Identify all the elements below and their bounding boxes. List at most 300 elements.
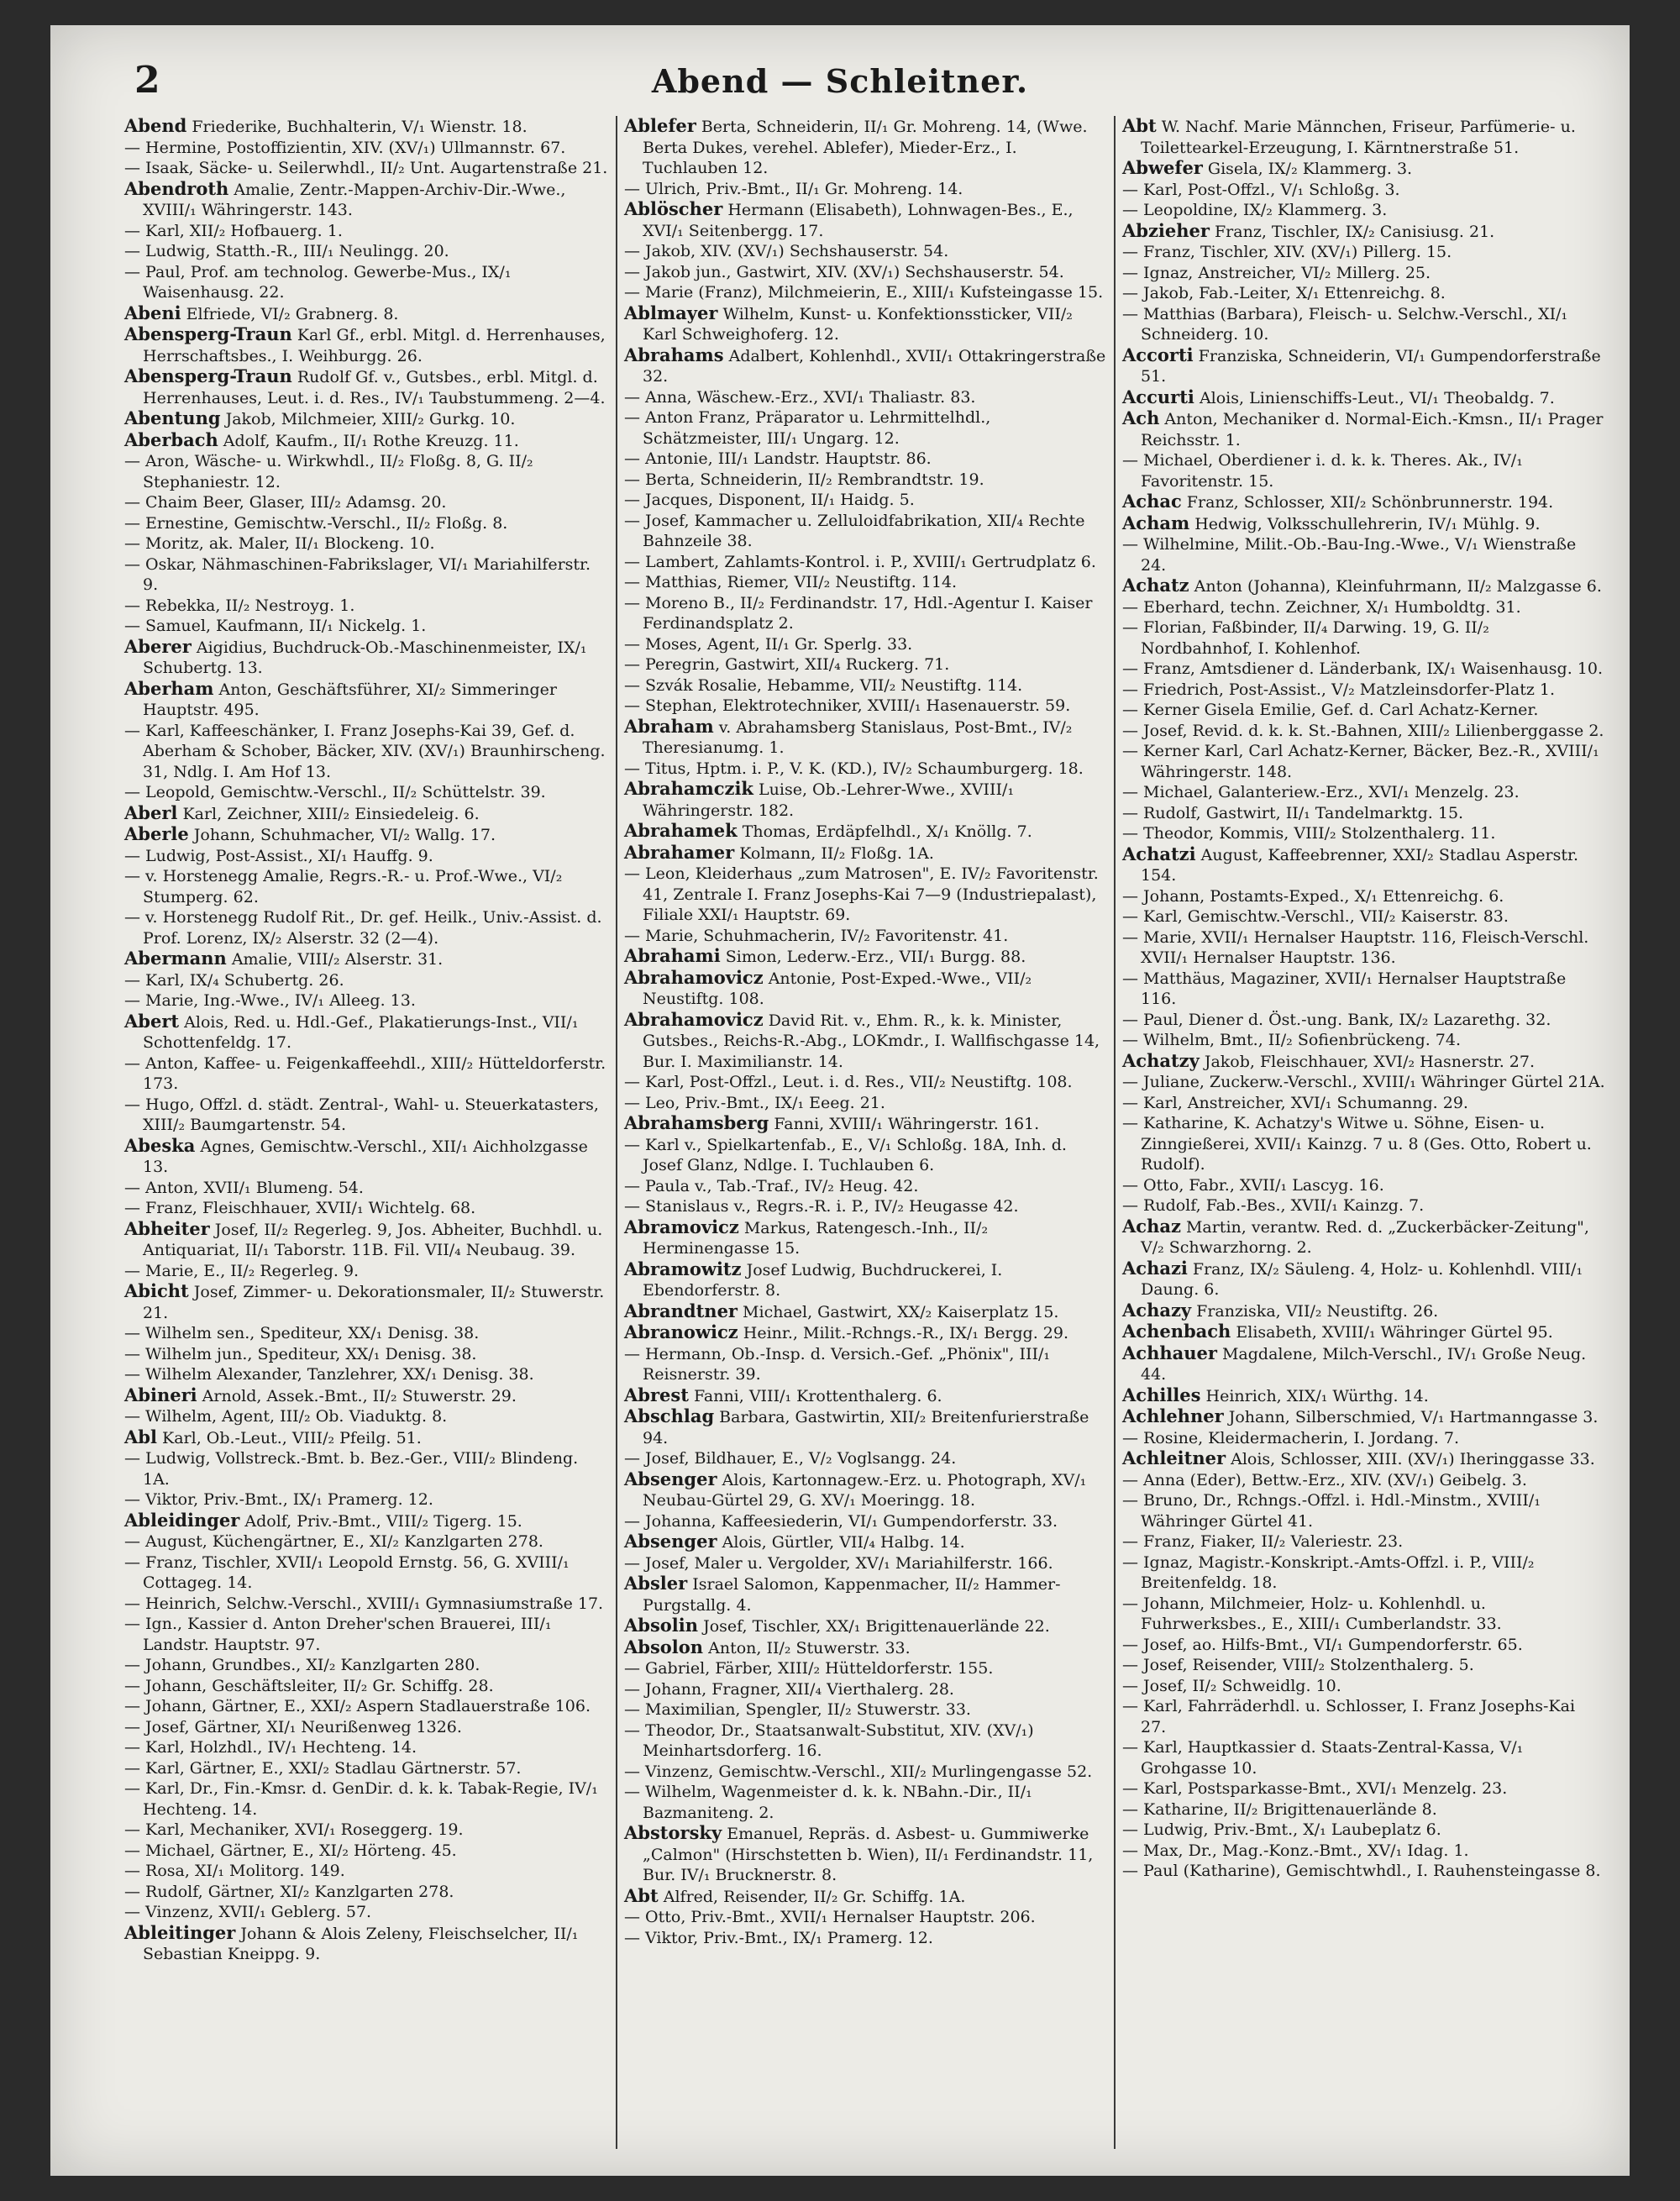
entry-text: Anton (Johanna), Kleinfuhrmann, II/₂ Malzgasse 6. <box>1194 577 1602 596</box>
entry-surname: Ableitinger <box>124 1921 236 1943</box>
directory-entry <box>624 759 1107 780</box>
entry-text: — Matthias (Barbara), Fleisch- u. Selchw.-Verschl., XI/₁ Schneiderg. 10. <box>1122 304 1568 344</box>
directory-entry <box>1122 1778 1605 1799</box>
entry-text: — Oskar, Nähmaschinen-Fabrikslager, VI/₁ Mariahilferstr. 9. <box>124 554 591 594</box>
entry-text: — Karl, Post-Offzl., Leut. i. d. Res., VII/₂ Neustiftg. 108. <box>624 1073 1073 1091</box>
directory-entry <box>624 282 1107 303</box>
entry-text: — Lambert, Zahlamts-Kontrol. i. P., XVIII/₁ Gertrudplatz 6. <box>624 552 1096 571</box>
directory-entry <box>124 846 609 867</box>
entry-text: — Karl, IX/₄ Schubertg. 26. <box>124 970 344 990</box>
directory-entry <box>1122 534 1605 575</box>
entry-text: — Marie, XVII/₁ Hernalser Hauptstr. 116, Fleisch-Verschl. XVII/₁ Hernalser Hauptstr. 136. <box>1122 927 1589 967</box>
entry-text: — Karl, Anstreicher, XVI/₁ Schumanng. 29. <box>1122 1093 1468 1112</box>
entry-text: Heinrich, XIX/₁ Würthg. 14. <box>1205 1386 1429 1405</box>
entry-surname: Abineri <box>124 1384 197 1405</box>
directory-entry <box>624 1823 1107 1886</box>
directory-entry <box>124 782 609 803</box>
entry-surname: Ach <box>1122 407 1160 428</box>
directory-entry <box>1122 1258 1605 1300</box>
directory-entry <box>124 303 609 325</box>
entry-text: Johann & Alois Zeleny, Fleischselcher, II/₁ Sebastian Kneippg. 9. <box>143 1924 579 1963</box>
directory-entry <box>124 366 609 408</box>
entry-text: Thomas, Erdäpfelhdl., X/₁ Knöllg. 7. <box>742 822 1032 841</box>
entry-text: Martin, verantw. Red. d. „Zuckerbäcker-Zeitung", V/₂ Schwarzhorng. 2. <box>1141 1217 1589 1257</box>
entry-surname: Ableidinger <box>124 1509 240 1531</box>
entry-text: — Josef, Gärtner, XI/₁ Neurißenweg 1326. <box>124 1717 462 1736</box>
entry-text: — Wilhelm, Wagenmeister d. k. k. NBahn.-Dir., II/₁ Bazmaniteng. 2. <box>624 1783 1032 1822</box>
entry-text: — Wilhelm Alexander, Tanzlehrer, XX/₁ Denisg. 38. <box>124 1365 534 1384</box>
directory-entry <box>624 968 1107 1010</box>
directory-entry <box>124 1510 609 1532</box>
directory-entry <box>624 179 1107 200</box>
directory-entry <box>124 616 609 637</box>
running-title: Abend — Schleitner. <box>651 62 1029 100</box>
directory-entry <box>624 1406 1107 1448</box>
entry-surname: Abzieher <box>1122 219 1210 241</box>
directory-entry <box>1122 1051 1605 1073</box>
directory-entry <box>1122 1428 1605 1449</box>
entry-text: Josef, Tischler, XX/₁ Brigittenauerlände 22. <box>703 1617 1050 1636</box>
directory-entry <box>1122 700 1605 721</box>
directory-entry <box>124 554 609 596</box>
entry-text: — Jacques, Disponent, II/₁ Haidg. 5. <box>624 491 915 509</box>
directory-entry <box>624 1637 1107 1659</box>
entry-text: — Anna, Wäschew.-Erz., XVI/₁ Thaliastr. 83. <box>624 387 976 407</box>
entry-text: — v. Horstenegg Amalie, Regrs.-R.- u. Prof.-Wwe., VI/₂ Stumperg. 62. <box>124 867 563 906</box>
directory-entry <box>1122 1343 1605 1385</box>
entry-text: Heinr., Milit.-Rchngs.-R., IX/₁ Bergg. 29. <box>743 1324 1068 1342</box>
entry-text: — August, Küchengärtner, E., XI/₂ Kanzlgarten 278. <box>124 1532 543 1551</box>
directory-entry <box>1122 1321 1605 1343</box>
entry-text: — Ludwig, Priv.-Bmt., X/₁ Laubeplatz 6. <box>1122 1820 1441 1839</box>
entry-text: — Stanislaus v., Regrs.-R. i. P., IV/₂ Heugasse 42. <box>624 1197 1019 1216</box>
entry-surname: Abstorsky <box>624 1822 722 1843</box>
entry-text: — Franz, Tischler, XVII/₁ Leopold Ernstg. 56, G. XVIII/₁ Cottageg. 14. <box>124 1552 570 1592</box>
directory-entry <box>624 1322 1107 1344</box>
directory-entry <box>1122 491 1605 513</box>
directory-entry <box>124 1344 609 1365</box>
entry-surname: Abensperg-Traun <box>124 323 292 344</box>
entry-text: — Bruno, Dr., Rchngs.-Offzl. i. Hdl.-Minstm., XVIII/₁ Währinger Gürtel 41. <box>1122 1491 1541 1531</box>
entry-text: — Wilhelm jun., Spediteur, XX/₁ Denisg. 38. <box>124 1344 477 1363</box>
entry-text: — Franz, Fiaker, II/₂ Valeriestr. 23. <box>1122 1532 1404 1551</box>
entry-surname: Abranowicz <box>624 1321 738 1342</box>
directory-entry <box>1122 927 1605 969</box>
entry-text: Emanuel, Repräs. d. Asbest- u. Gummiwerke „Calmon" (Hirschstetten b. Wien), II/₁ Ferdinandstr. 11, Bur. IV/₁ Brucknerstr. 8. <box>643 1825 1094 1884</box>
directory-entry <box>1122 1676 1605 1697</box>
entry-text: — Rebekka, II/₂ Nestroyg. 1. <box>124 596 355 615</box>
entry-surname: Achatz <box>1122 575 1189 596</box>
entry-text: Josef, Zimmer- u. Dekorationsmaler, II/₂ Stuwerstr. 21. <box>143 1283 605 1322</box>
directory-entry <box>1122 1737 1605 1778</box>
directory-entry <box>1122 597 1605 618</box>
entry-text: — Samuel, Kaufmann, II/₁ Nickelg. 1. <box>124 617 427 635</box>
directory-entry <box>1122 906 1605 927</box>
entry-text: — Ulrich, Priv.-Bmt., II/₁ Gr. Mohreng. 14. <box>624 179 963 198</box>
directory-entry <box>624 1135 1107 1176</box>
directory-entry <box>624 572 1107 593</box>
directory-entry <box>1122 617 1605 659</box>
entry-text: — Paul, Diener d. Öst.-ung. Bank, IX/₂ Lazarethg. 32. <box>1122 1010 1551 1029</box>
entry-text: — Hugo, Offzl. d. städt. Zentral-, Wahl- u. Steuerkatasters, XIII/₂ Baumgartenstr. 54. <box>124 1095 599 1134</box>
entry-text: — Kerner Karl, Carl Achatz-Kerner, Bäcker, Bez.-R., XVIII/₁ Währingerstr. 148. <box>1122 742 1599 781</box>
entry-text: — Anton Franz, Präparator u. Lehrmittelhdl., Schätzmeister, III/₁ Ungarg. 12. <box>624 408 991 448</box>
entry-surname: Abrahamek <box>624 820 738 841</box>
entry-text: — Jakob, Fab.-Leiter, X/₁ Ettenreichg. 8. <box>1122 284 1446 302</box>
directory-entry <box>1122 680 1605 701</box>
directory-entry <box>1122 1820 1605 1841</box>
directory-entry <box>624 1010 1107 1073</box>
directory-entry <box>1122 200 1605 221</box>
directory-entry <box>624 552 1107 573</box>
entry-text: — Vinzenz, XVII/₁ Geblerg. 57. <box>124 1903 372 1921</box>
directory-entry <box>1122 1195 1605 1216</box>
directory-entry <box>1122 1799 1605 1820</box>
directory-entry <box>1122 1490 1605 1531</box>
entry-text: — Berta, Schneiderin, II/₂ Rembrandtstr. 19. <box>624 470 984 489</box>
directory-entry <box>624 926 1107 947</box>
entry-text: — Aron, Wäsche- u. Wirkwhdl., II/₂ Floßg. 8, G. II/₂ Stephaniestr. 12. <box>124 452 533 491</box>
entry-surname: Achhauer <box>1122 1342 1217 1363</box>
directory-entry <box>624 345 1107 387</box>
directory-entry <box>624 1553 1107 1574</box>
directory-entry <box>124 1552 609 1594</box>
directory-entry <box>1122 1531 1605 1552</box>
entry-text: Barbara, Gastwirtin, XII/₂ Breitenfurierstraße 94. <box>643 1408 1089 1447</box>
entry-text: — Gabriel, Färber, XIII/₂ Hütteldorferstr. 155. <box>624 1659 994 1678</box>
directory-entry <box>124 1820 609 1841</box>
directory-entry <box>124 1448 609 1489</box>
entry-text: Agnes, Gemischtw.-Verschl., XII/₁ Aichholzgasse 13. <box>143 1137 588 1176</box>
entry-text: — Vinzenz, Gemischtw.-Verschl., XII/₂ Murlingengasse 52. <box>624 1762 1093 1781</box>
directory-entry <box>124 138 609 159</box>
entry-surname: Abentung <box>124 407 221 428</box>
directory-entry <box>624 593 1107 634</box>
entry-text: — Marie, Schuhmacherin, IV/₂ Favoritenstr. 41. <box>624 926 1009 945</box>
directory-entry <box>1122 1861 1605 1882</box>
directory-entry <box>124 1489 609 1510</box>
entry-text: Gisela, IX/₂ Klammerg. 3. <box>1207 160 1413 178</box>
entry-surname: Absenger <box>624 1468 717 1489</box>
directory-entry <box>124 596 609 617</box>
entry-surname: Abrahamczik <box>624 778 753 799</box>
entry-text: — Karl, Postsparkasse-Bmt., XVI/₁ Menzelg. 23. <box>1122 1779 1508 1798</box>
entry-text: — Karl, Post-Offzl., V/₁ Schloßg. 3. <box>1122 180 1400 199</box>
entry-surname: Achazi <box>1122 1257 1188 1279</box>
entry-surname: Abt <box>1122 116 1157 136</box>
directory-entry <box>124 679 609 721</box>
entry-text: — Wilhelmine, Milit.-Ob.-Bau-Ing.-Wwe., V/₁ Wienstraße 24. <box>1122 535 1577 575</box>
directory-entry <box>124 241 609 262</box>
directory-entry <box>1122 158 1605 180</box>
directory-entry <box>624 470 1107 491</box>
entry-surname: Aberham <box>124 677 214 699</box>
entry-text: — Anna (Eder), Bettw.-Erz., XIV. (XV/₁) Geibelg. 3. <box>1122 1470 1527 1489</box>
entry-text: — Karl, Holzhdl., IV/₁ Hechteng. 14. <box>124 1738 417 1757</box>
entry-text: — Juliane, Zuckerw.-Verschl., XVIII/₁ Währinger Gürtel 21A. <box>1122 1073 1605 1091</box>
directory-entry <box>624 1072 1107 1093</box>
entry-text: Adalbert, Kohlenhdl., XVII/₁ Ottakringerstraße 32. <box>643 346 1106 386</box>
directory-entry <box>624 1720 1107 1762</box>
directory-entry <box>624 946 1107 968</box>
directory-entry <box>624 843 1107 864</box>
entry-text: — Karl, Fahrräderhdl. u. Schlosser, I. Franz Josephs-Kai 27. <box>1122 1697 1576 1736</box>
directory-entry <box>624 303 1107 345</box>
entry-text: — Michael, Gärtner, E., XI/₂ Hörteng. 45. <box>124 1841 457 1860</box>
entry-surname: Aberl <box>124 801 178 823</box>
entry-text: Fanni, XVIII/₁ Währingerstr. 161. <box>774 1115 1040 1133</box>
directory-entry <box>624 1782 1107 1823</box>
directory-entry <box>624 1176 1107 1197</box>
entry-text: — Rosa, XI/₁ Molitorg. 149. <box>124 1862 345 1880</box>
directory-entry <box>124 1882 609 1903</box>
directory-entry <box>624 1928 1107 1949</box>
directory-entry <box>1122 1300 1605 1322</box>
entry-surname: Achlehner <box>1122 1405 1224 1426</box>
entry-text: Aigidius, Buchdruck-Ob.-Maschinenmeister, IX/₁ Schubertg. 13. <box>143 638 587 677</box>
directory-entry <box>1122 1635 1605 1656</box>
entry-text: — Theodor, Kommis, VIII/₂ Stolzenthalerg. 11. <box>1122 824 1496 843</box>
entry-text: — Michael, Oberdiener i. d. k. k. Theres. Ak., IV/₁ Favoritenstr. 15. <box>1122 451 1523 491</box>
entry-text: Jakob, Milchmeier, XIII/₂ Gurkg. 10. <box>225 410 516 428</box>
column-left <box>118 116 616 2149</box>
entry-text: Friederike, Buchhalterin, V/₁ Wienstr. 18. <box>192 118 528 136</box>
directory-entry <box>124 824 609 846</box>
entry-text: Elisabeth, XVIII/₁ Währinger Gürtel 95. <box>1236 1323 1553 1342</box>
entry-text: — Wilhelm, Bmt., II/₂ Sofienbrückeng. 74. <box>1122 1031 1462 1049</box>
entry-surname: Abl <box>124 1426 157 1447</box>
directory-entry <box>1122 803 1605 824</box>
directory-entry <box>624 821 1107 843</box>
entry-text: Franziska, VII/₂ Neustiftg. 26. <box>1196 1301 1439 1321</box>
entry-text: — Paul, Prof. am technolog. Gewerbe-Mus., IX/₁ Waisenhausg. 22. <box>124 262 512 302</box>
entry-surname: Absler <box>624 1573 688 1594</box>
entry-text: — Leopoldine, IX/₂ Klammerg. 3. <box>1122 201 1388 219</box>
directory-entry <box>124 1655 609 1676</box>
entry-text: — Eberhard, techn. Zeichner, X/₁ Humboldtg. 31. <box>1122 597 1521 617</box>
directory-entry <box>124 513 609 534</box>
entry-text: — Ludwig, Statth.-R., III/₁ Neulingg. 20. <box>124 242 449 260</box>
entry-surname: Ablmayer <box>624 302 718 323</box>
directory-entry <box>1122 844 1605 886</box>
directory-entry <box>1122 1448 1605 1470</box>
entry-text: Arnold, Assek.-Bmt., II/₂ Stuwerstr. 29. <box>202 1386 517 1405</box>
directory-entry <box>124 970 609 991</box>
directory-entry <box>624 1093 1107 1114</box>
entry-surname: Abwefer <box>1122 157 1203 178</box>
entry-text: — Johann, Geschäftsleiter, II/₂ Gr. Schiffg. 28. <box>124 1676 494 1695</box>
directory-entry <box>1122 408 1605 450</box>
directory-entry <box>624 1573 1107 1615</box>
directory-entry <box>124 1614 609 1655</box>
entry-text: — Anton, XVII/₁ Blumeng. 54. <box>124 1178 364 1197</box>
directory-entry <box>1122 180 1605 201</box>
directory-entry <box>1122 242 1605 263</box>
directory-entry <box>1122 1594 1605 1635</box>
directory-entry <box>624 1344 1107 1385</box>
entry-text: — Isaak, Säcke- u. Seilerwhdl., II/₂ Unt. Augartenstraße 21. <box>124 159 608 177</box>
entry-text: Jakob, Fleischhauer, XVI/₂ Hasnerstr. 27. <box>1204 1052 1536 1071</box>
entry-text: — Rudolf, Fab.-Bes., XVII/₁ Kainzg. 7. <box>1122 1196 1425 1215</box>
entry-text: — Titus, Hptm. i. P., V. K. (KD.), IV/₂ Schaumburgerg. 18. <box>624 759 1084 778</box>
entry-text: — Josef, Bildhauer, E., V/₂ Voglsangg. 24. <box>624 1449 957 1468</box>
entry-text: — Marie, Ing.-Wwe., IV/₁ Alleeg. 13. <box>124 991 416 1010</box>
entry-surname: Achac <box>1122 491 1182 512</box>
directory-entry <box>1122 387 1605 409</box>
directory-entry <box>624 1511 1107 1532</box>
entry-text: — Marie (Franz), Milchmeierin, E., XIII/₁ Kufsteingasse 15. <box>624 283 1104 302</box>
entry-text: — Ignaz, Anstreicher, VI/₂ Millerg. 25. <box>1122 263 1431 282</box>
entry-text: Franz, IX/₂ Säuleng. 4, Holz- u. Kohlenhdl. VIII/₁ Daung. 6. <box>1141 1259 1583 1299</box>
entry-surname: Achilles <box>1122 1384 1201 1405</box>
directory-entry <box>124 1095 609 1136</box>
directory-entry <box>1122 1072 1605 1093</box>
directory-entry <box>1122 1113 1605 1175</box>
entry-text: Alfred, Reisender, II/₂ Gr. Schiffg. 1A. <box>663 1887 966 1906</box>
directory-entry <box>624 199 1107 241</box>
entry-text: — Leopold, Gemischtw.-Verschl., II/₂ Schüttelstr. 39. <box>124 783 546 801</box>
entry-text: — Moreno B., II/₂ Ferdinandstr. 17, Hdl.-Agentur I. Kaiser Ferdinandsplatz 2. <box>624 593 1093 633</box>
directory-entry <box>624 1469 1107 1511</box>
entry-text: — Marie, E., II/₂ Regerleg. 9. <box>124 1261 360 1280</box>
entry-text: — Johanna, Kaffeesiederin, VI/₁ Gumpendorferstr. 33. <box>624 1511 1058 1531</box>
entry-text: Franziska, Schneiderin, VI/₁ Gumpendorferstraße 51. <box>1141 346 1601 386</box>
directory-entry <box>124 1861 609 1882</box>
directory-entry <box>1122 1010 1605 1031</box>
entry-text: Elfriede, VI/₂ Grabnerg. 8. <box>186 304 399 323</box>
entry-text: — Johann, Grundbes., XI/₂ Kanzlgarten 280. <box>124 1656 480 1674</box>
directory-entry <box>124 1902 609 1923</box>
entry-text: Amalie, VIII/₂ Alserstr. 31. <box>231 950 444 969</box>
directory-entry <box>1122 345 1605 387</box>
directory-entry <box>1122 659 1605 680</box>
entry-text: — Antonie, III/₁ Landstr. Hauptstr. 86. <box>624 449 932 468</box>
entry-text: Kolmann, II/₂ Floßg. 1A. <box>739 843 934 863</box>
entry-text: August, Kaffeebrenner, XXI/₂ Stadlau Asperstr. 154. <box>1141 845 1579 885</box>
directory-entry <box>124 1531 609 1552</box>
directory-entry <box>124 1427 609 1449</box>
entry-text: W. Nachf. Marie Männchen, Friseur, Parfümerie- u. Toilettearkel-Erzeugung, I. Kärntnerstraße 51. <box>1141 118 1576 157</box>
entry-text: — Ernestine, Gemischtw.-Verschl., II/₂ Floßg. 8. <box>124 513 508 533</box>
directory-entry <box>1122 1175 1605 1196</box>
entry-text: — Ignaz, Magistr.-Konskript.-Amts-Offzl. i. P., VIII/₂ Breitenfeldg. 18. <box>1122 1552 1535 1592</box>
directory-entry <box>1122 283 1605 304</box>
directory-entry <box>124 116 609 138</box>
entry-surname: Ablefer <box>624 116 696 136</box>
entry-text: — Karl, Gärtner, E., XXI/₂ Stadlau Gärtnerstr. 57. <box>124 1758 522 1778</box>
directory-entry <box>624 449 1107 470</box>
directory-entry <box>1122 1552 1605 1594</box>
directory-entry <box>624 490 1107 511</box>
directory-entry <box>124 990 609 1011</box>
entry-text: Anton, Geschäftsführer, XI/₂ Simmeringer Hauptstr. 495. <box>143 680 557 719</box>
entry-surname: Achenbach <box>1122 1321 1231 1342</box>
directory-entry <box>1122 1385 1605 1407</box>
entry-text: — Hermann, Ob.-Insp. d. Versich.-Gef. „Phönix", III/₁ Reisnerstr. 39. <box>624 1344 1051 1384</box>
directory-entry <box>1122 513 1605 535</box>
entry-surname: Accurti <box>1122 386 1194 407</box>
directory-entry <box>624 1196 1107 1217</box>
entry-text: — Wilhelm, Agent, III/₂ Ob. Viaduktg. 8. <box>124 1407 448 1426</box>
entry-surname: Abramowitz <box>624 1258 742 1279</box>
entry-text: Hedwig, Volksschullehrerin, IV/₁ Mühlg. 9. <box>1194 514 1541 533</box>
directory-entry <box>1122 1470 1605 1491</box>
directory-entry <box>124 1011 609 1053</box>
entry-surname: Achazy <box>1122 1299 1192 1321</box>
entry-text: — Maximilian, Spengler, II/₂ Stuwerstr. 33. <box>624 1700 971 1719</box>
directory-entry <box>124 1758 609 1779</box>
directory-entry <box>1122 1655 1605 1676</box>
entry-text: — Theodor, Dr., Staatsanwalt-Substitut, XIV. (XV/₁) Meinhartsdorferg. 16. <box>624 1720 1034 1760</box>
directory-entry <box>124 907 609 948</box>
directory-entry <box>624 1658 1107 1679</box>
directory-entry <box>124 948 609 970</box>
entry-surname: Aberbach <box>124 428 218 450</box>
directory-entry <box>124 1676 609 1697</box>
entry-text: Franz, Schlosser, XII/₂ Schönbrunnerstr. 194. <box>1186 493 1554 512</box>
entry-text: Karl, Zeichner, XIII/₂ Einsiedeleig. 6. <box>182 804 480 823</box>
directory-entry <box>624 1907 1107 1928</box>
entry-text: — Moses, Agent, II/₁ Gr. Sperlg. 33. <box>624 634 913 654</box>
directory-entry <box>124 262 609 303</box>
entry-text: Anton, Mechaniker d. Normal-Eich.-Kmsn., II/₁ Prager Reichsstr. 1. <box>1141 410 1604 449</box>
entry-text: — Kerner Gisela Emilie, Gef. d. Carl Achatz-Kerner. <box>1122 701 1539 719</box>
column-middle <box>616 116 1114 2149</box>
directory-entry <box>124 1385 609 1407</box>
entry-surname: Abrahamer <box>624 841 735 863</box>
directory-entry <box>124 866 609 907</box>
directory-entry <box>624 1699 1107 1720</box>
directory-entry <box>624 262 1107 283</box>
directory-entry <box>624 1679 1107 1700</box>
entry-text: — Paul (Katharine), Gemischtwhdl., I. Rauhensteingasse 8. <box>1122 1862 1601 1880</box>
entry-surname: Abrahamsberg <box>624 1112 769 1133</box>
entry-text: — Johann, Milchmeier, Holz- u. Kohlenhdl. u. Fuhrwerksbes., E., XIII/₁ Cumberlandstr. 33. <box>1122 1594 1502 1633</box>
directory-entry <box>1122 823 1605 844</box>
entry-surname: Abert <box>124 1010 180 1032</box>
entry-surname: Abrahams <box>624 344 724 365</box>
directory-entry <box>624 717 1107 759</box>
entry-text: — Ludwig, Vollstreck.-Bmt. b. Bez.-Ger., VIII/₂ Blindeng. 1A. <box>124 1449 579 1489</box>
directory-entry <box>124 1219 609 1261</box>
entry-text: — Michael, Galanteriew.-Erz., XVI/₁ Menzelg. 23. <box>1122 783 1520 801</box>
directory-entry <box>1122 1406 1605 1428</box>
entry-text: — Paula v., Tab.-Traf., IV/₂ Heug. 42. <box>624 1176 919 1195</box>
entry-text: — Josef, Maler u. Vergolder, XV/₁ Mariahilferstr. 166. <box>624 1553 1053 1573</box>
entry-text: — Viktor, Priv.-Bmt., IX/₁ Pramerg. 12. <box>624 1928 933 1947</box>
directory-entry <box>124 492 609 513</box>
directory-entry <box>1122 969 1605 1010</box>
directory-entry <box>124 803 609 825</box>
directory-entry <box>624 387 1107 408</box>
entry-text: — Karl, Gemischtw.-Verschl., VII/₂ Kaiserstr. 83. <box>1122 907 1509 926</box>
entry-text: Alois, Red. u. Hdl.-Gef., Plakatierungs-Inst., VII/₁ Schottenfeldg. 17. <box>143 1012 579 1052</box>
entry-text: — Max, Dr., Mag.-Konz.-Bmt., XV/₁ Idag. 1. <box>1122 1841 1469 1860</box>
directory-entry <box>124 158 609 179</box>
entry-text: — Otto, Fabr., XVII/₁ Lascyg. 16. <box>1122 1175 1384 1195</box>
entry-text: — Otto, Priv.-Bmt., XVII/₁ Hernalser Hauptstr. 206. <box>624 1908 1036 1926</box>
entry-surname: Abrahami <box>624 945 721 966</box>
directory-entry <box>624 634 1107 655</box>
entry-text: — Johann, Fragner, XII/₄ Vierthalerg. 28. <box>624 1679 954 1699</box>
entry-text: — Rudolf, Gastwirt, II/₁ Tandelmarktg. 15. <box>1122 803 1464 822</box>
entry-text: — Josef, Kammacher u. Zelluloidfabrikation, XII/₄ Rechte Bahnzeile 38. <box>624 511 1085 550</box>
directory-entry <box>124 1737 609 1758</box>
directory-entry <box>124 721 609 783</box>
entry-text: Wilhelm, Kunst- u. Konfektionssticker, VII/₂ Karl Schweighoferg. 12. <box>643 304 1073 344</box>
entry-text: — Hermine, Postoffizientin, XIV. (XV/₁) Ullmannstr. 67. <box>124 138 566 157</box>
directory-entry <box>124 179 609 221</box>
